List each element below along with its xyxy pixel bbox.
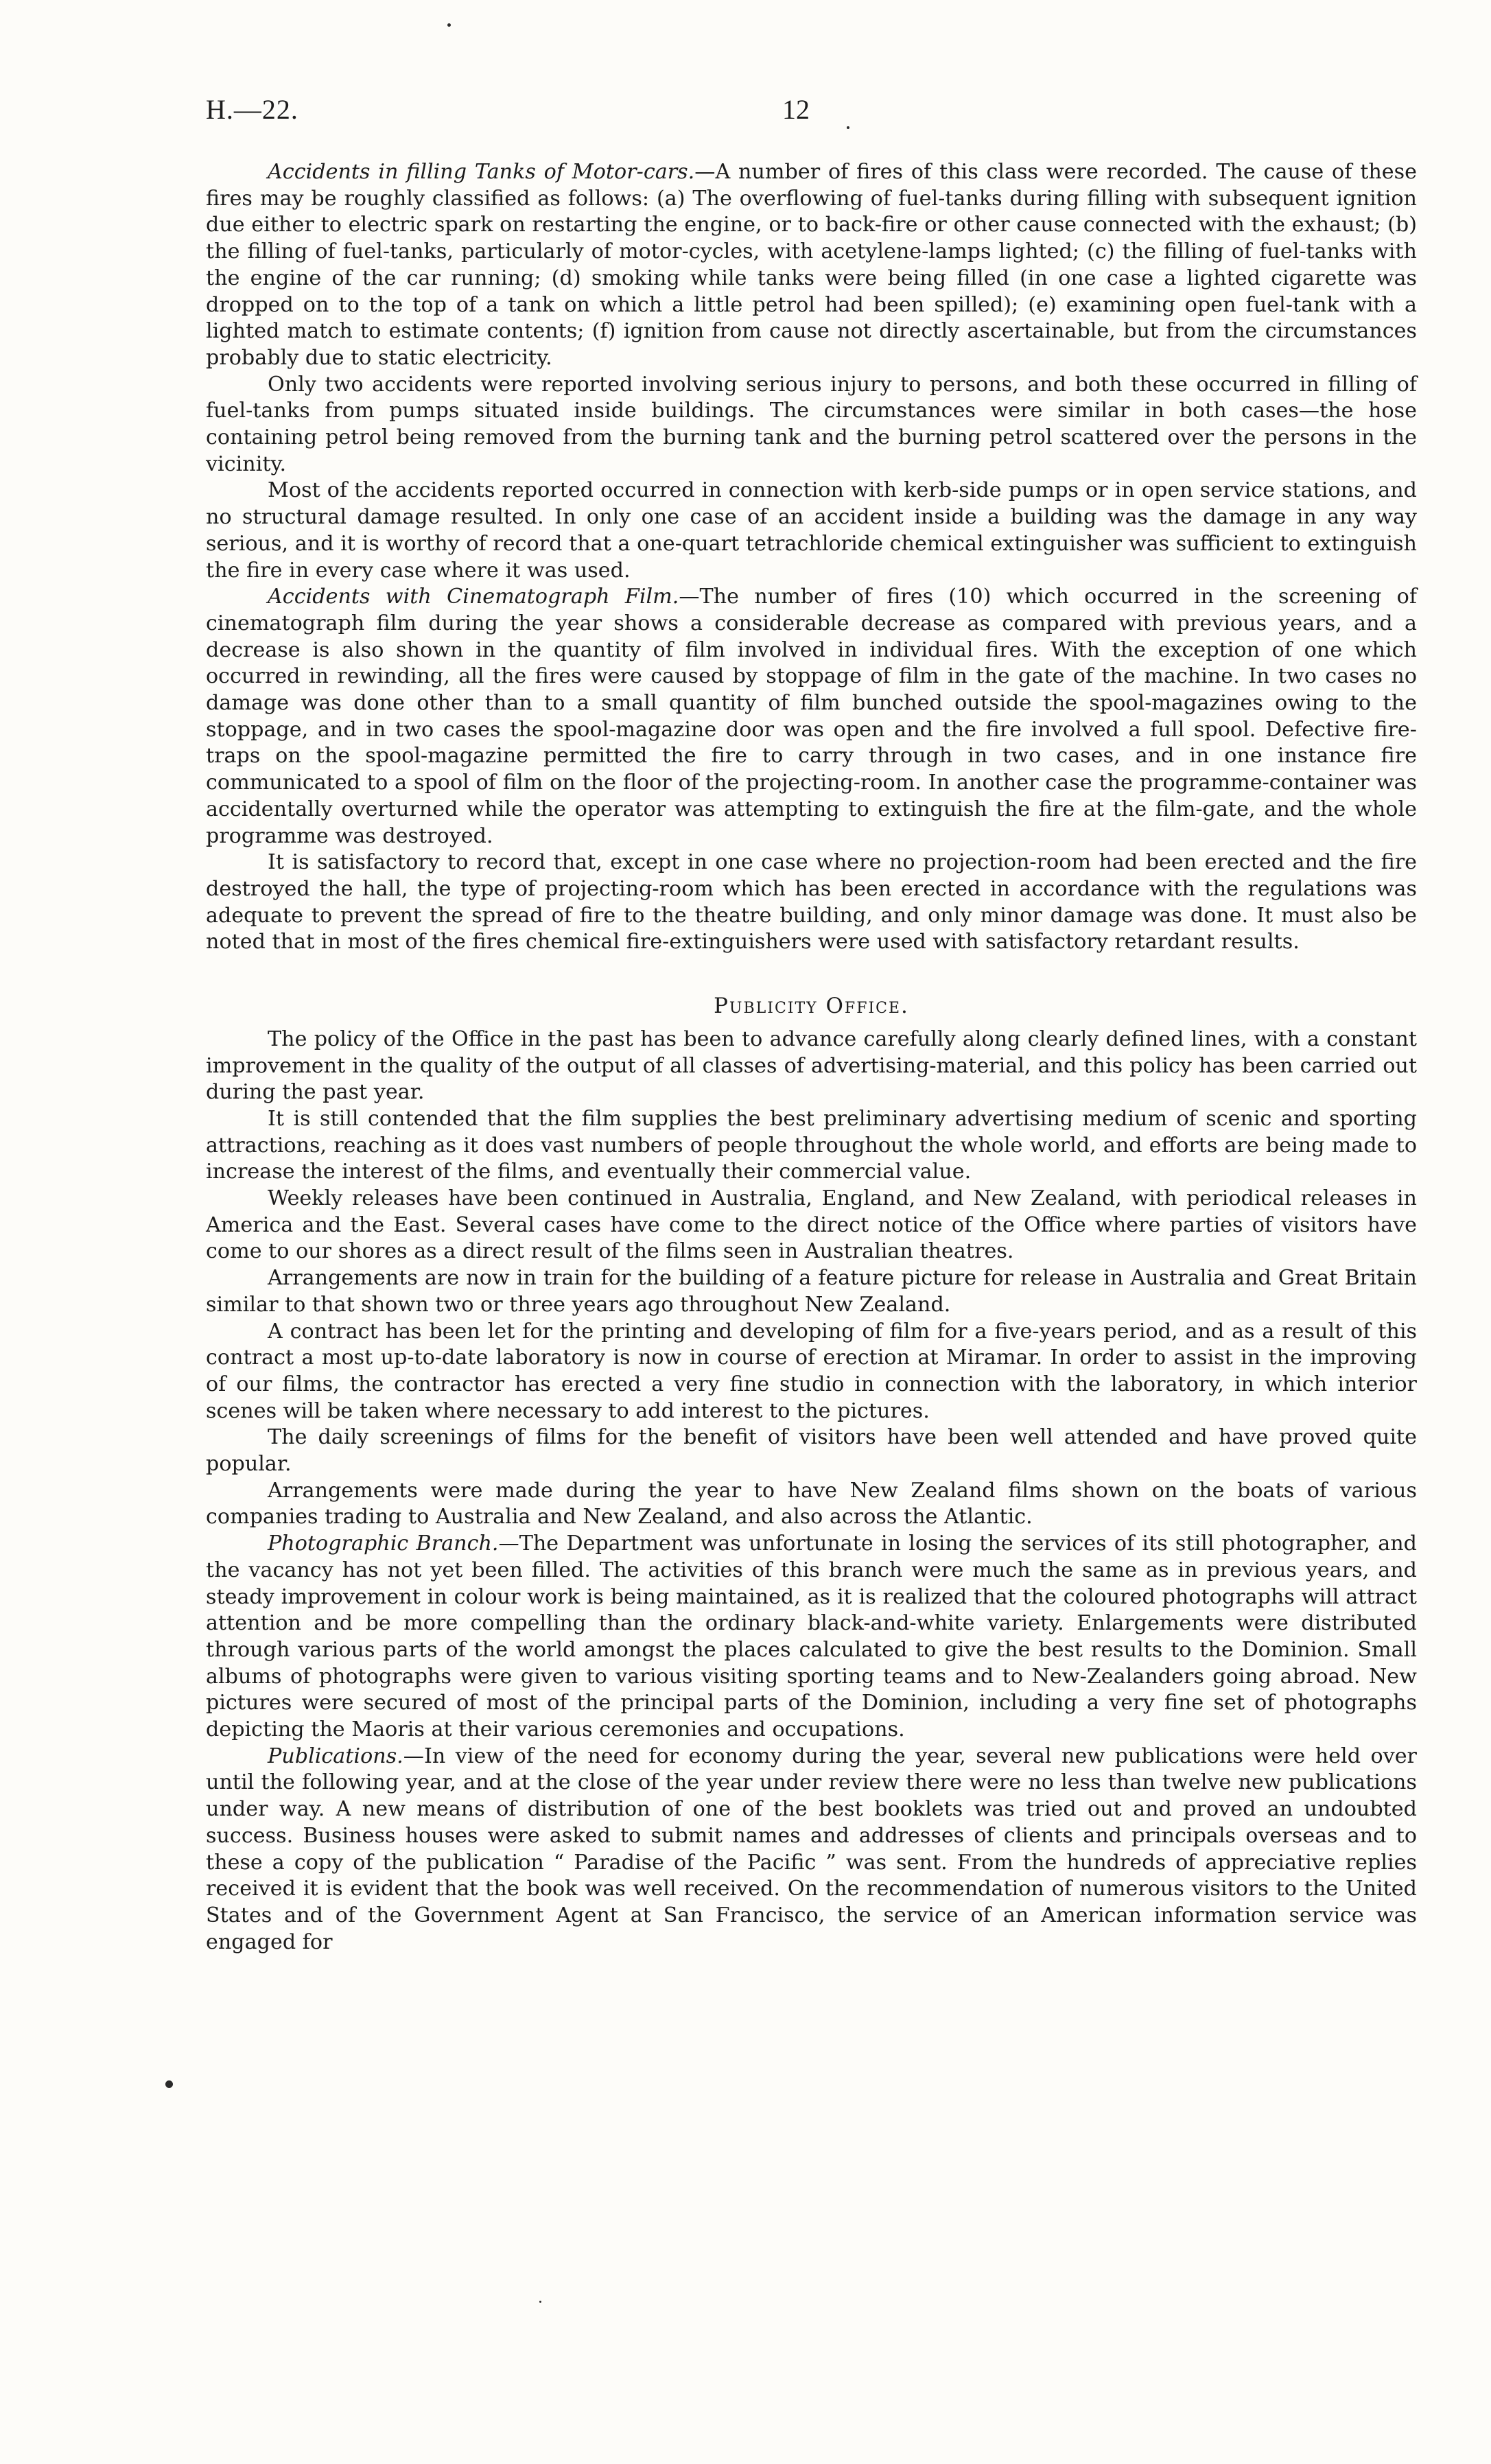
paragraph: A contract has been let for the printing and developing of film for a five-years period, and as a result of this contract a most up-to-date laboratory is now in course of erection at Miramar. In order to assist in the improving of our films, the contractor has erected a very fine studio in connection with the laboratory, in which interior scenes will be taken where necessary to add interest to the pictures. (206, 1319, 1417, 1423)
paragraph-lead: Photographic Branch. (268, 1532, 499, 1556)
paragraph: It is still contended that the film supplies the best preliminary advertising medium of scenic and sporting attractions, reaching as it does vast numbers of people throughout the whole world, and efforts are being made to increase the interest of the films, and eventually their commercial value. (206, 1106, 1417, 1184)
paragraph-lead: Accidents with Cinematograph Film. (268, 585, 679, 609)
paragraph-photographic-branch (206, 1531, 1417, 1744)
paragraph: Most of the accidents reported occurred in connection with kerb-side pumps or in open service stations, and no structural damage resulted. In only one case of an accident inside a building was the damage in any way serious, and it is worthy of record that a one-quart tetrachloride chemical extinguisher was sufficient to extinguish the fire in every case where it was used. (206, 478, 1417, 583)
paragraph: Only two accidents were reported involving serious injury to persons, and both these occurred in filling of fuel-tanks from pumps situated inside buildings. The circumstances were similar in both cases—the hose containing petrol being removed from the burning tank and the burning petrol scattered over the persons in the vicinity. (206, 372, 1417, 476)
page-header (206, 93, 1417, 134)
paragraph-cinematograph-accidents (206, 584, 1417, 849)
page-number: 12 (782, 94, 810, 125)
paragraph: Arrangements are now in train for the building of a feature picture for release in Australia and Great Britain similar to that shown two or three years ago throughout New Zealand. (206, 1266, 1417, 1317)
paragraph-motor-car-accidents (206, 159, 1417, 372)
paragraph: Arrangements were made during the year to have New Zealand films shown on the boats of various companies trading to Australia and New Zealand, and also across the Atlantic. (206, 1478, 1417, 1529)
ink-speck (165, 2080, 173, 2088)
paragraph-publications (206, 1744, 1417, 1956)
paragraph: The policy of the Office in the past has been to advance carefully along clearly defined lines, with a constant improvement in the quality of the output of all classes of advertising-material, and this policy has been carried out during the past year. (206, 1026, 1417, 1105)
section-heading: Publicity Office. (714, 994, 909, 1019)
ink-speck (539, 2301, 541, 2303)
body-text (206, 159, 1417, 1956)
paragraph-text: —A number of fires of this class were recorded. The cause of these fires may be roughly classified as follows: (a) The overflowing of fuel-tanks during filling with subsequent ignition due either to electric spark on restarting the engine, or to back-fire or other cause connected with the exhaust; (b) the filling of fuel-tanks, particularly of motor-cycles, with acetylene-lamps lighted; (c) the filling of fuel-tanks with the engine of the car running; (d) smoking while tanks were being filled (in one case a lighted cigarette was dropped on to the top of a tank on which a little petrol had been spilled); (e) examining open fuel-tank with a lighted match to estimate contents; (f) ignition from cause not directly ascertainable, but from the circumstances probably due to static electricity. (206, 160, 1417, 370)
paragraph: The daily screenings of films for the benefit of visitors have been well attended and have proved quite popular. (206, 1425, 1417, 1477)
paragraph: It is satisfactory to record that, except in one case where no projection-room had been erected and the fire destroyed the hall, the type of projecting-room which has been erected in accordance with the regulations was adequate to prevent the spread of fire to the theatre building, and only minor damage was done. It must also be noted that in most of the fires chemical fire-extinguishers were used with satisfactory retardant results. (206, 850, 1417, 954)
ink-speck (447, 23, 451, 27)
document-code: H.—22. (206, 94, 298, 125)
paragraph-text: —The Department was unfortunate in losing the services of its still photographer, and the vacancy has not yet been filled. The activities of this branch were much the same as in previous years, and steady improvement in colour work is being maintained, as it is realized that the coloured photographs will attract attention and be more compelling than the ordinary black-and-white variety. Enlargements were distributed through various parts of the world amongst the places calculated to give the best results to the Dominion. Small albums of photographs were given to various visiting sporting teams and to New-Zealanders going abroad. New pictures were secured of most of the principal parts of the Dominion, including a very fine set of photographs depicting the Maoris at their various ceremonies and occupations. (206, 1532, 1417, 1742)
paragraph-lead: Publications. (268, 1744, 403, 1768)
paragraph: Weekly releases have been continued in Australia, England, and New Zealand, with periodical releases in America and the East. Several cases have come to the direct notice of the Office where parties of visitors have come to our shores as a direct result of the films seen in Australian theatres. (206, 1186, 1417, 1264)
paragraph-text: —In view of the need for economy during the year, several new publications were held over until the following year, and at the close of the year under review there were no less than twelve new publications under way. A new means of distribution of one of the best booklets was tried out and proved an undoubted success. Business houses were asked to submit names and addresses of clients and principals overseas and to these a copy of the publication “ Paradise of the Pacific ” was sent. From the hundreds of appreciative replies received it is evident that the book was well received. On the recommendation of numerous visitors to the United States and of the Government Agent at San Francisco, the service of an American information service was engaged for (206, 1744, 1417, 1954)
paragraph-text: —The number of fires (10) which occurred in the screening of cinematograph film during the year shows a considerable decrease as compared with previous years, and a decrease is also shown in the quantity of film involved in individual fires. With the exception of one which occurred in rewinding, all the fires were caused by stoppage of film in the gate of the machine. In two cases no damage was done other than to a small quantity of film bunched outside the spool-magazines owing to the stoppage, and in two cases the spool-magazine door was open and the fire involved a full spool. Defective fire-traps on the spool-magazine permitted the fire to carry through in two cases, and in one instance fire communicated to a spool of film on the floor of the projecting-room. In another case the programme-container was accidentally overturned while the operator was attempting to extinguish the fire at the film-gate, and the whole programme was destroyed. (206, 585, 1418, 848)
paragraph-lead: Accidents in filling Tanks of Motor-cars. (268, 160, 695, 184)
